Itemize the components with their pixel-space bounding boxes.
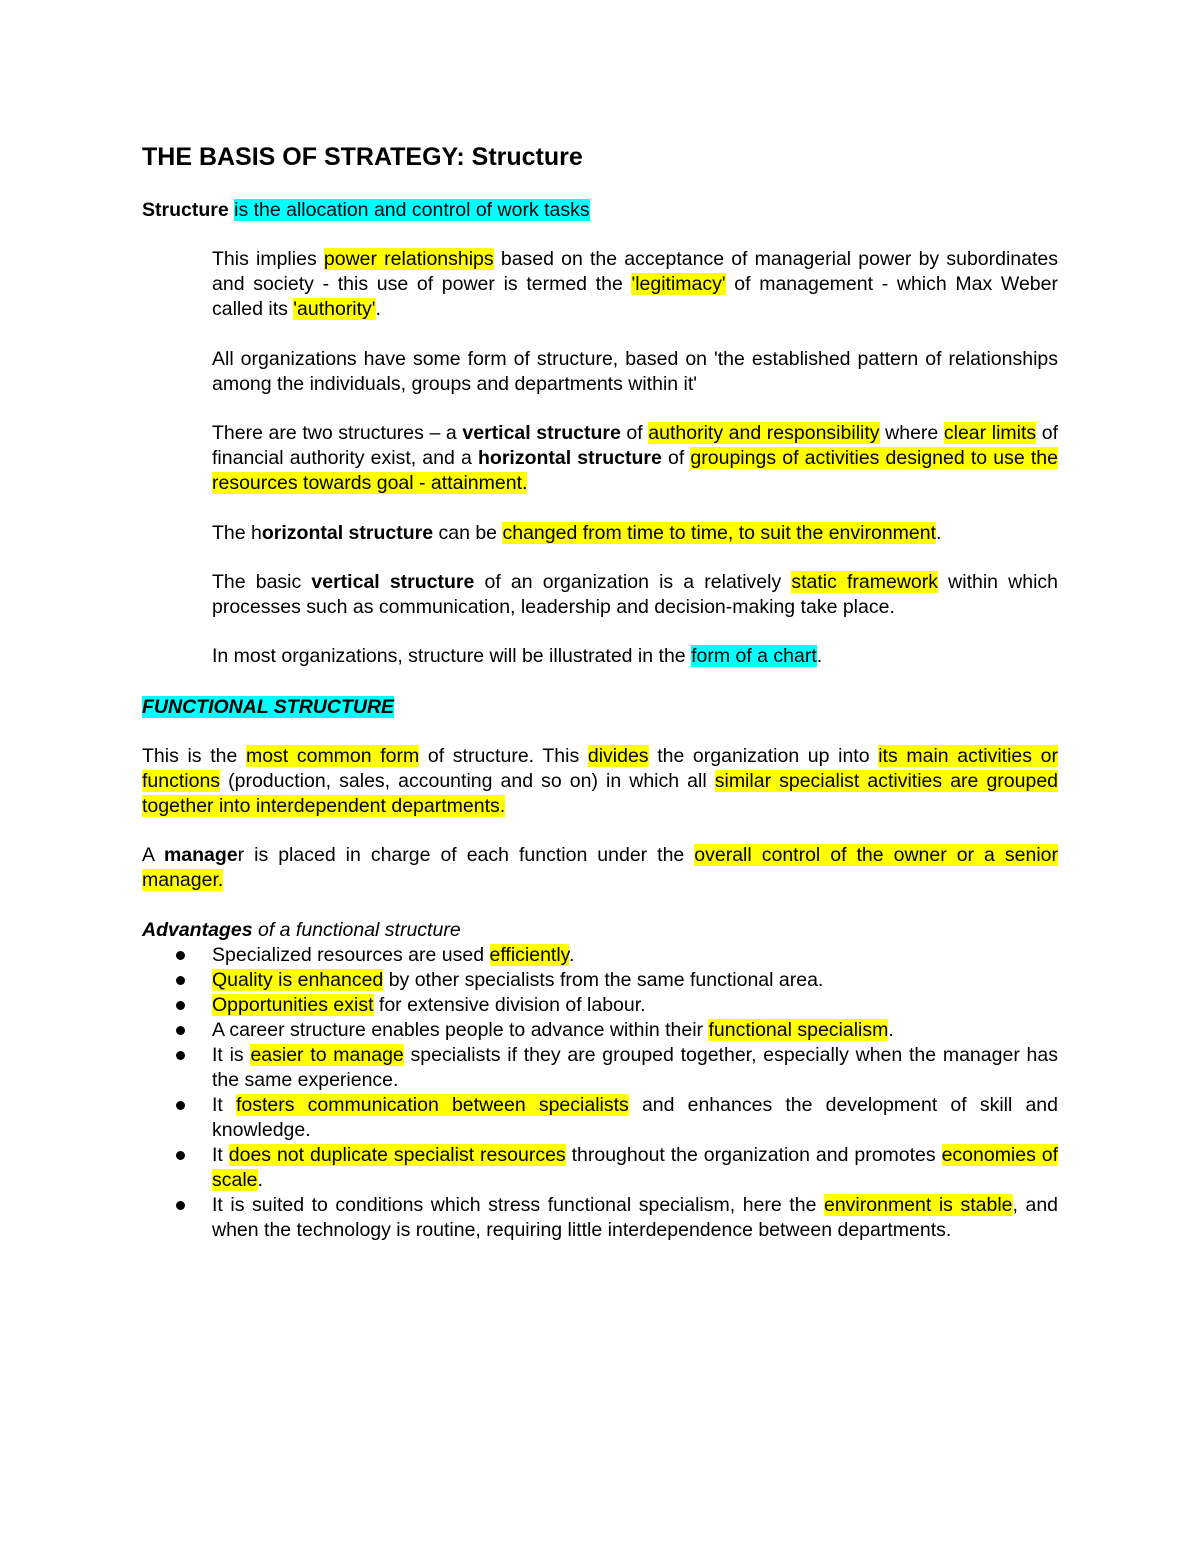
bullet-icon [176,1201,185,1210]
list-item: It does not duplicate specialist resources throughout the organization and promotes economies of scale. [212,1143,1058,1193]
text-run: This implies [212,248,317,270]
text-run: the organization up into [657,745,870,767]
page-title: THE BASIS OF STRATEGY: Structure [142,143,583,171]
list-item: Opportunities exist for extensive division of labour. [212,993,1058,1018]
text-run: (production, sales, accounting and so on) in which all [228,770,707,792]
text-run: r is placed in charge of each function under the [237,844,685,866]
list-item: It fosters communication between specialists and enhances the development of skill and knowledge. [212,1093,1058,1143]
paragraph-two-structures [212,421,1058,496]
highlight: overall control of the owner or a senior manager. [142,844,1058,891]
highlight: changed from time to time, to suit the environment [502,522,937,544]
structure-definition [142,198,590,223]
highlight: clear limits [943,422,1037,444]
bullet-icon [176,1001,185,1010]
advantages-list [212,943,1058,1243]
definition-highlight: is the allocation and control of work tasks [234,199,590,221]
text-run: In most organizations, structure will be illustrated in the [212,645,686,667]
bullet-icon [176,1026,185,1035]
text-run: . [936,522,942,544]
definition-term: Structure [142,199,229,221]
text-run: The basic [212,571,302,593]
text-run: where [885,422,939,444]
bold-term: manage [163,844,238,866]
highlight: static framework [791,571,939,593]
text-run: of [626,422,643,444]
highlight: its main activities or functions [142,745,1058,792]
text-run: can be [438,522,498,544]
paragraph-vertical-structure [212,570,1058,620]
list-item: It is suited to conditions which stress functional specialism, here the environment is stable, and when the technology is routine, requiring little interdependence between departments. [212,1193,1058,1243]
bullet-icon [176,951,185,960]
list-item: Quality is enhanced by other specialists from the same functional area. [212,968,1058,993]
paragraph-all-organizations: All organizations have some form of structure, based on 'the established pattern of relationships among the individuals, groups and departments within it' [212,348,1058,395]
text-run: of a functional structure [257,919,461,941]
bold-term: horizontal structure [478,447,662,469]
text-run: of structure. This [427,745,580,767]
text-run: . [816,645,823,667]
advantages-heading [142,918,461,943]
text-run: of management - which Max Weber called its [212,273,1058,320]
highlight: authority and responsibility [648,422,880,444]
bullet-icon [176,1151,185,1160]
text-run: The h [212,522,262,544]
text-run: There are two structures – a [212,422,457,444]
heading-highlight: FUNCTIONAL STRUCTURE [142,696,395,718]
highlight: groupings of activities designed to use the resources towards goal - attainment. [212,447,1058,494]
highlight: 'legitimacy' [631,273,726,295]
highlight: similar specialist activities are grouped together into interdependent departments. [142,770,1059,817]
paragraph-power-relationships [212,247,1058,322]
highlight: power relationships [323,248,494,270]
bold-term: vertical structure [462,422,621,444]
text-run: of an organization is a relatively [484,571,782,593]
list-item: It is easier to manage specialists if they are grouped together, especially when the manager has the same experience. [212,1043,1058,1093]
text-run: This is the [142,745,238,767]
highlight: most common form [245,745,420,767]
text-run: of financial authority exist, and a [212,422,1059,469]
bullet-icon [176,1101,185,1110]
text-run: A [142,844,154,866]
bullet-icon [176,1051,185,1060]
highlight: 'authority' [293,298,376,320]
list-item: Specialized resources are used efficiently. [212,943,1058,968]
paragraph-chart [212,644,1058,669]
paragraph-horizontal-structure [212,521,1058,546]
bold-term: Advantages [142,919,253,941]
paragraph-most-common-form [142,744,1058,819]
text-run: based on the acceptance of managerial power by subordinates and society - this use of power is termed the [212,248,1059,295]
text-run: of [668,447,685,469]
text-run: . [375,298,381,320]
section-heading [142,695,394,720]
highlight: divides [587,745,649,767]
list-item: A career structure enables people to advance within their functional specialism. [212,1018,1058,1043]
bold-term: vertical structure [311,571,475,593]
bold-term: orizontal structure [261,522,434,544]
highlight: form of a chart [691,645,817,667]
text-run: within which processes such as communication, leadership and decision-making take place. [212,571,1059,618]
bullet-icon [176,976,185,985]
paragraph-manager [142,843,1058,893]
